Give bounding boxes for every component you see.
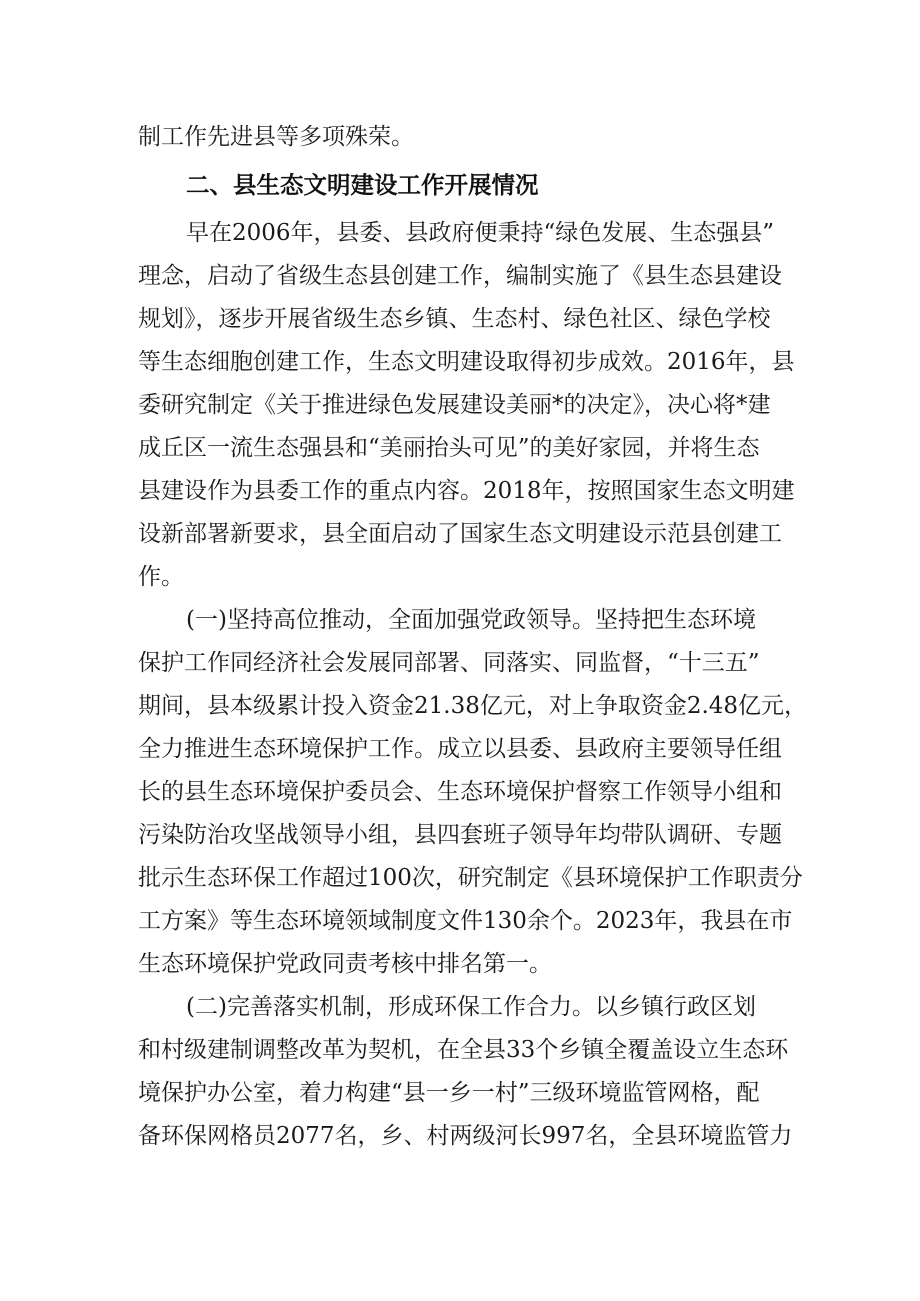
paragraph-line: 成丘区一流生态强县和“美丽抬头可见”的美好家园，并将生态 — [138, 435, 760, 461]
paragraph-line: 保护工作同经济社会发展同部署、同落实、同监督，“十三五” — [138, 650, 760, 676]
paragraph-line: 作。 — [138, 564, 184, 590]
paragraph-line: (一)坚持高位推动，全面加强党政领导。坚持把生态环境 — [186, 607, 756, 633]
paragraph-line: (二)完善落实机制，形成环保工作合力。以乡镇行政区划 — [186, 994, 756, 1020]
paragraph-line: 备环保网格员2077名，乡、村两级河长997名，全县环境监管力 — [138, 1123, 793, 1149]
paragraph-line: 污染防治攻坚战领导小组，县四套班子领导年均带队调研、专题 — [138, 822, 782, 848]
paragraph-line: 长的县生态环境保护委员会、生态环境保护督察工作领导小组和 — [138, 779, 782, 805]
paragraph-line: 设新部署新要求，县全面启动了国家生态文明建设示范县创建工 — [138, 521, 782, 547]
text-line: 制工作先进县等多项殊荣。 — [138, 124, 414, 150]
paragraph-line: 生态环境保护党政同责考核中排名第一。 — [138, 951, 552, 977]
paragraph-line: 理念，启动了省级生态县创建工作，编制实施了《县生态县建设 — [138, 263, 782, 289]
paragraph-line: 委研究制定《关于推进绿色发展建设美丽*的决定》，决心将*建 — [138, 392, 771, 418]
paragraph-line: 期间，县本级累计投入资金21.38亿元，对上争取资金2.48亿元， — [138, 693, 808, 719]
paragraph-line: 批示生态环保工作超过100次，研究制定《县环境保护工作职责分 — [138, 865, 803, 891]
paragraph-line: 全力推进生态环境保护工作。成立以县委、县政府主要领导任组 — [138, 736, 782, 762]
paragraph-line: 规划》，逐步开展省级生态乡镇、生态村、绿色社区、绿色学校 — [138, 306, 771, 332]
paragraph-line: 工方案》等生态环境领域制度文件130余个。2023年，我县在市 — [138, 908, 793, 934]
paragraph-line: 早在2006年，县委、县政府便秉持“绿色发展、生态强县” — [186, 220, 775, 246]
paragraph-line: 境保护办公室，着力构建“县一乡一村”三级环境监管网格，配 — [138, 1080, 760, 1106]
paragraph-line: 和村级建制调整改革为契机，在全县33个乡镇全覆盖设立生态环 — [138, 1037, 789, 1063]
paragraph-line: 县建设作为县委工作的重点内容。2018年，按照国家生态文明建 — [138, 478, 795, 504]
paragraph-line: 等生态细胞创建工作，生态文明建设取得初步成效。2016年，县 — [138, 349, 795, 375]
section-heading: 二、县生态文明建设工作开展情况 — [186, 171, 539, 199]
